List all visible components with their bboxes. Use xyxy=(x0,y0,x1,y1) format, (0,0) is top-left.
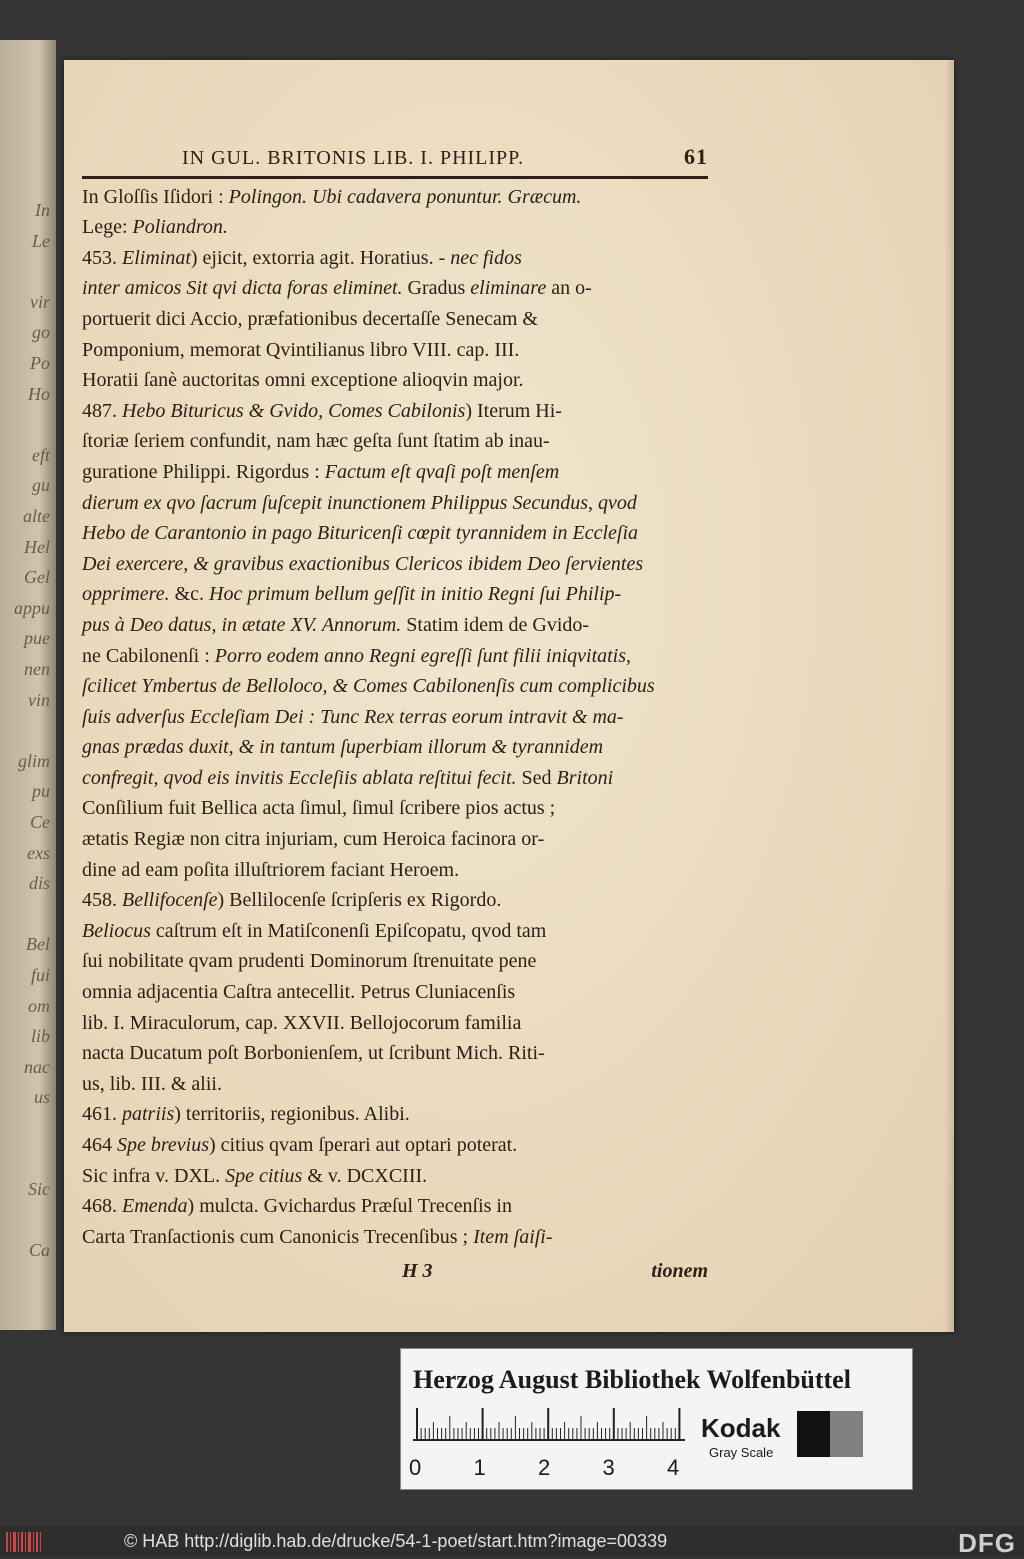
previous-page-fragment: gu xyxy=(32,475,50,496)
header-rule xyxy=(82,176,708,179)
text-line xyxy=(82,1161,708,1192)
text-line xyxy=(82,396,708,427)
previous-page-fragment: eft xyxy=(32,444,50,465)
ruler-number: 1 xyxy=(473,1455,486,1480)
text-line xyxy=(82,1008,708,1039)
italic-segment: Emenda xyxy=(122,1195,188,1218)
previous-page-fragment: us xyxy=(33,1087,50,1108)
roman-segment: ) Iterum Hi- xyxy=(465,399,562,422)
previous-page-fragment: dis xyxy=(28,873,50,894)
text-line xyxy=(82,273,708,304)
previous-page-fragment: Gel xyxy=(24,567,50,588)
previous-page-fragment: vin xyxy=(28,689,50,710)
roman-segment: Sed xyxy=(516,766,557,789)
catchword: tionem xyxy=(651,1260,708,1283)
roman-segment: guratione Philippi. Rigordus : xyxy=(82,460,325,483)
text-line xyxy=(82,182,708,213)
text-line xyxy=(82,549,708,580)
roman-segment: 468. xyxy=(82,1195,122,1218)
italic-segment: inter amicos Sit qvi dicta foras eliminet. xyxy=(82,277,403,300)
text-line xyxy=(82,1069,708,1100)
measurement-ruler xyxy=(413,1407,685,1441)
text-line xyxy=(82,977,708,1008)
text-line xyxy=(82,335,708,366)
source-url[interactable]: © HAB http://diglib.hab.de/drucke/54-1-poet/start.htm?image=00339 xyxy=(124,1531,668,1551)
text-line xyxy=(82,671,708,702)
text-line xyxy=(82,1099,708,1130)
previous-page-fragment: Ca xyxy=(28,1240,50,1261)
roman-segment: ætatis Regiæ non citra injuriam, cum Heroica facinora or- xyxy=(82,828,545,851)
text-lines xyxy=(82,182,708,1253)
ruler-ticks xyxy=(413,1407,685,1441)
roman-segment: Statim idem de Gvido- xyxy=(401,613,590,636)
text-line xyxy=(82,793,708,824)
italic-segment: gnas prædas duxit, & in tantum ſuperbiam illorum & tyrannidem xyxy=(82,736,604,759)
italic-segment: Poliandron. xyxy=(132,216,228,239)
italic-segment: pus à Deo datus, in ætate XV. Annorum. xyxy=(82,613,402,636)
previous-page-fragment: fui xyxy=(30,965,50,985)
previous-page-fragment: nac xyxy=(24,1056,50,1077)
signature-mark: H 3 xyxy=(402,1260,433,1283)
roman-segment: Carta Tranſactionis cum Canonicis Trecenſibus ; xyxy=(82,1225,474,1248)
running-head-title: IN GUL. BRITONIS LIB. I. PHILIPP. xyxy=(182,147,525,169)
gray-swatch xyxy=(830,1411,863,1457)
italic-segment: ſuis adverſus Eccleſiam Dei : Tunc Rex terras eorum intravit & ma- xyxy=(82,705,624,728)
italic-segment: eliminare xyxy=(470,277,547,300)
text-line xyxy=(82,1191,708,1222)
ruler-number: 0 xyxy=(409,1455,422,1480)
italic-segment: Hebo de Carantonio in pago Bituricenſi cœpit tyrannidem in Eccleſia xyxy=(82,522,639,545)
roman-segment: nacta Ducatum poſt Borbonienſem, ut ſcribunt Mich. Riti- xyxy=(82,1042,545,1065)
italic-segment: Item ſaiſi- xyxy=(473,1225,553,1248)
roman-segment: In Gloſſis Iſidori : xyxy=(82,185,229,208)
previous-page-fragment: lib xyxy=(30,1026,50,1047)
running-head xyxy=(82,142,708,174)
text-line xyxy=(82,916,708,947)
roman-segment: Horatii ſanè auctoritas omni exceptione alioqvin major. xyxy=(82,369,524,392)
roman-segment: Pomponium, memorat Qvintilianus libro VIII. cap. III. xyxy=(82,338,520,361)
italic-segment: Spe citius xyxy=(225,1164,303,1187)
ruler-number: 3 xyxy=(602,1455,615,1480)
footer-bar xyxy=(0,1526,1024,1557)
italic-segment: patriis xyxy=(122,1103,175,1126)
roman-segment: caſtrum eſt in Matiſconenſi Epiſcopatu, qvod tam xyxy=(150,919,547,942)
gray-scale-label: Gray Scale xyxy=(709,1445,774,1460)
previous-page-fragment: Po xyxy=(30,353,50,373)
roman-segment: us, lib. III. & alii. xyxy=(82,1072,222,1095)
roman-segment: Conſilium fuit Bellica acta ſimul, ſimul ſcribere pios actus ; xyxy=(82,797,556,820)
italic-segment: Hoc primum bellum geſſit in initio Regni ſui Philip- xyxy=(209,583,622,606)
ruler-numbers xyxy=(409,1455,689,1483)
text-line xyxy=(82,426,708,457)
roman-segment: 453. xyxy=(82,246,122,269)
roman-segment: 487. xyxy=(82,399,122,422)
text-line xyxy=(82,304,708,335)
roman-segment: ſtoriæ ſeriem confundit, nam hæc geſta ſunt ſtatim ab inau- xyxy=(82,430,550,453)
previous-page-fragment: appu xyxy=(14,597,50,618)
roman-segment: ) citius qvam ſperari aut optari poterat. xyxy=(209,1134,518,1156)
previous-page-fragment: om xyxy=(28,995,50,1016)
text-line xyxy=(82,1130,708,1161)
italic-segment: Porro eodem anno Regni egreſſi ſunt filii iniqvitatis, xyxy=(214,644,632,667)
color-calibration-card xyxy=(400,1348,913,1490)
roman-segment: 458. xyxy=(82,889,122,912)
text-line xyxy=(82,518,708,549)
kodak-logo: Kodak xyxy=(701,1413,781,1443)
roman-segment: portuerit dici Accio, præfationibus decertaſſe Senecam & xyxy=(82,307,538,330)
book-page xyxy=(64,60,954,1332)
previous-page-fragment: nen xyxy=(24,659,50,679)
text-line xyxy=(82,702,708,733)
text-line xyxy=(82,579,708,610)
previous-page-fragment: In xyxy=(35,200,50,220)
roman-segment: ) Bellilocenſe ſcripſeris ex Rigordo. xyxy=(217,889,502,912)
text-line xyxy=(82,212,708,243)
barcode-icon xyxy=(6,1532,44,1552)
italic-segment: Britoni xyxy=(556,766,614,789)
page-text xyxy=(82,142,708,1287)
previous-page-edge xyxy=(0,40,56,1330)
previous-page-fragment: Ho xyxy=(28,383,50,404)
roman-segment: Lege: xyxy=(82,216,133,239)
page-footer-line xyxy=(82,1256,708,1287)
previous-page-fragment: Le xyxy=(32,230,50,251)
roman-segment: Sic infra v. DXL. xyxy=(82,1164,226,1187)
text-line xyxy=(82,365,708,396)
italic-segment: dierum ex qvo ſacrum ſuſcepit inunctionem Philippus Secundus, qvod xyxy=(82,491,637,514)
text-line xyxy=(82,641,708,672)
roman-segment: ) territoriis, regionibus. Alibi. xyxy=(174,1103,410,1126)
roman-segment: Gradus xyxy=(402,277,471,300)
text-line xyxy=(82,824,708,855)
italic-segment: Eliminat xyxy=(122,246,191,269)
italic-segment: Dei exercere, & gravibus exactionibus Clericos ibidem Deo ſervientes xyxy=(82,552,644,575)
page-number: 61 xyxy=(684,144,708,169)
previous-page-fragment: go xyxy=(32,322,50,343)
previous-page-fragment: alte xyxy=(23,506,50,526)
ruler-number: 2 xyxy=(538,1455,551,1480)
gray-swatch xyxy=(863,1411,896,1457)
italic-segment: Factum eſt qvaſi poſt menſem xyxy=(324,460,560,483)
text-line xyxy=(82,1038,708,1069)
previous-page-fragment: pu xyxy=(32,781,50,802)
roman-segment: &c. xyxy=(174,583,210,606)
text-line xyxy=(82,488,708,519)
dfg-logo: DFG xyxy=(958,1528,1016,1558)
text-line xyxy=(82,732,708,763)
roman-segment: 461. xyxy=(82,1103,122,1126)
roman-segment: omnia adjacentia Caſtra antecellit. Petrus Cluniacenſis xyxy=(82,981,516,1004)
italic-segment: Bellifocenſe xyxy=(122,889,218,912)
roman-segment: ſui nobilitate qvam prudenti Dominorum ſtrenuitate pene xyxy=(82,950,537,973)
italic-segment: Beliocus xyxy=(82,919,151,942)
text-line xyxy=(82,457,708,488)
roman-segment: lib. I. Miraculorum, cap. XXVII. Bellojocorum familia xyxy=(82,1011,522,1034)
italic-segment: ſcilicet Ymbertus de Belloloco, & Comes Cabilonenſis cum complicibus xyxy=(82,675,655,698)
roman-segment: & v. DCXCIII. xyxy=(302,1164,428,1187)
text-line xyxy=(82,1222,708,1253)
italic-segment: Hebo Bituricus & Gvido, Comes Cabilonis xyxy=(122,399,466,422)
italic-segment: Spe brevius xyxy=(117,1134,210,1156)
previous-page-fragment: vir xyxy=(30,291,50,312)
previous-page-fragment: Ce xyxy=(30,812,50,832)
italic-segment: confregit, qvod eis invitis Eccleſiis ablata reſtitui fecit. xyxy=(82,766,517,789)
roman-segment: dine ad eam poſita illuſtriorem faciant Heroem. xyxy=(82,858,460,881)
text-line xyxy=(82,763,708,794)
previous-page-fragment: Bel xyxy=(26,934,50,955)
roman-segment: ) mulcta. Gvichardus Præſul Trecenſis in xyxy=(187,1195,512,1218)
previous-page-fragment: glim xyxy=(17,750,50,771)
text-line xyxy=(82,855,708,886)
text-line xyxy=(82,885,708,916)
previous-page-fragment: Sic xyxy=(28,1179,50,1200)
previous-page-fragment: pue xyxy=(24,628,50,649)
roman-segment: an o- xyxy=(546,277,592,300)
roman-segment: ne Cabilonenſi : xyxy=(82,644,215,667)
text-line xyxy=(82,243,708,274)
library-name: Herzog August Bibliothek Wolfenbüttel xyxy=(413,1365,851,1394)
italic-segment: nec fidos xyxy=(450,246,522,269)
previous-page-fragment: Hel xyxy=(24,536,50,557)
ruler-number: 4 xyxy=(667,1455,680,1480)
italic-segment: Polingon. Ubi cadavera ponuntur. Græcum. xyxy=(228,185,582,208)
text-line xyxy=(82,610,708,641)
italic-segment: opprimere. xyxy=(82,583,175,606)
previous-page-fragment: exs xyxy=(27,842,50,863)
text-line xyxy=(82,946,708,977)
roman-segment: 464 xyxy=(82,1134,117,1156)
roman-segment: ) ejicit, extorria agit. Horatius. - xyxy=(190,246,451,269)
gray-swatch xyxy=(797,1411,830,1457)
